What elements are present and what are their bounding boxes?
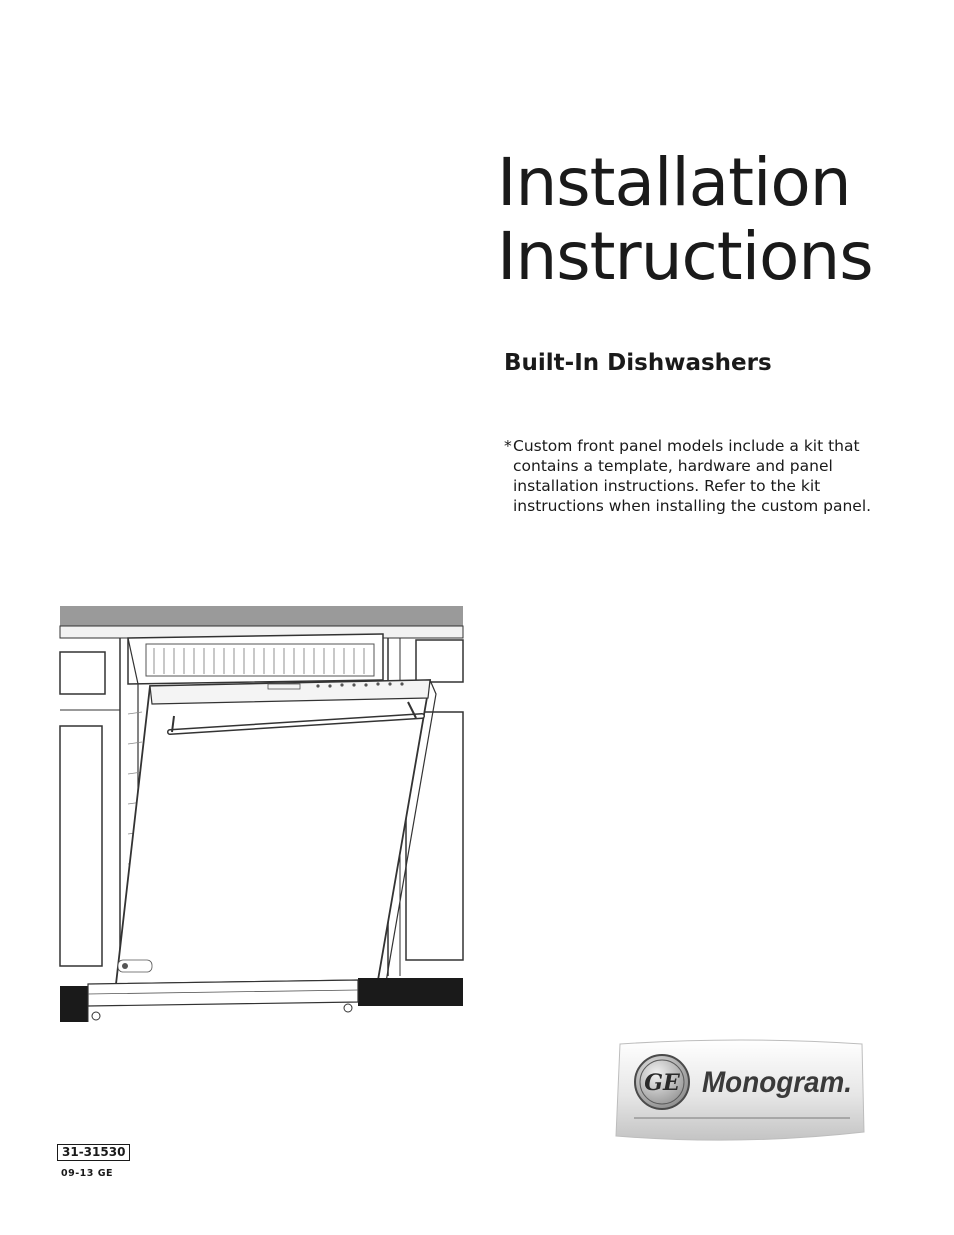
ge-monogram-logo <box>614 1036 866 1146</box>
page-title <box>497 146 873 294</box>
dishwasher-illustration <box>58 604 464 1024</box>
part-number: 31-31530 <box>57 1144 130 1161</box>
page-subtitle: Built-In Dishwashers <box>504 350 772 376</box>
date-code: 09-13 GE <box>61 1168 113 1179</box>
title-line-2: Instructions <box>497 218 873 295</box>
logo-monogram-wordmark: Monogram. <box>702 1066 852 1099</box>
note-text: Custom front panel models include a kit that contains a template, hardware and panel installation instructions. Refer to the kit instructions when installing the custom panel. <box>513 437 872 515</box>
logo-ge-mark: GE <box>644 1070 680 1096</box>
custom-panel-note <box>504 436 904 516</box>
note-asterisk: * <box>504 437 512 455</box>
title-line-1: Installation <box>497 144 851 221</box>
